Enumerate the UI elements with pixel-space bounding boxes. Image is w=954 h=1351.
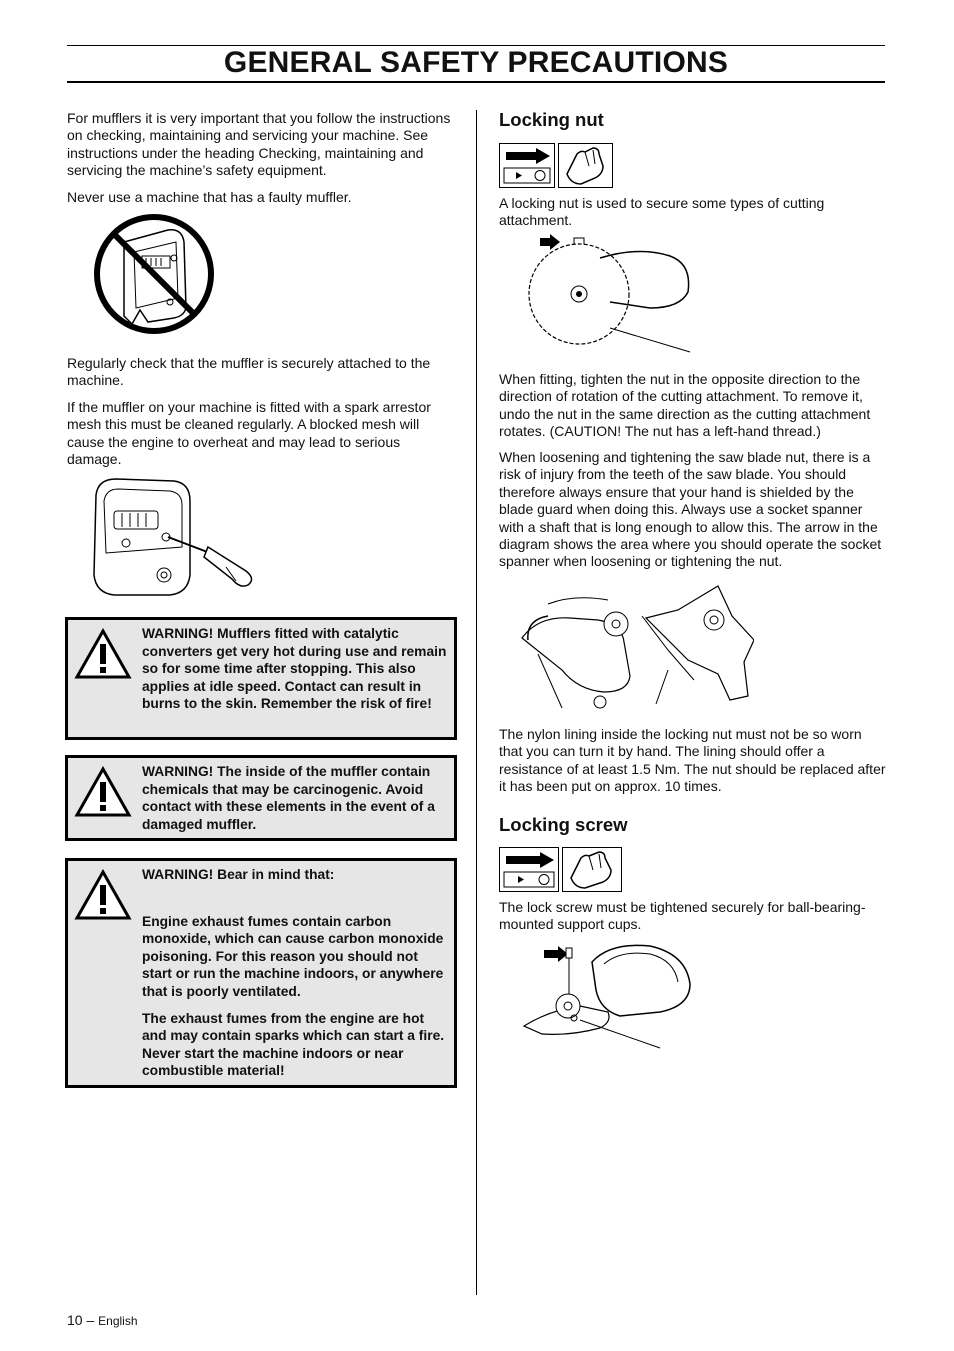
warning-box-chemicals [65, 755, 457, 841]
warning-exhaust-fire: The exhaust fumes from the engine are hot and may contain sparks which can start a fire. Never start the machine indoors or near combustible material! [142, 1010, 445, 1079]
muffler-attached-paragraph: Regularly check that the muffler is securely attached to the machine. [67, 355, 431, 389]
page-title: GENERAL SAFETY PRECAUTIONS [223, 46, 729, 79]
page-footer [67, 1312, 138, 1328]
tool-direction-icon-box [499, 143, 555, 188]
damaged-muffler-prohibited-illustration [88, 212, 220, 338]
locking-nut-saw-blade-illustration [520, 232, 692, 354]
warning-text-exhaust [142, 866, 448, 1080]
faulty-muffler-paragraph: Never use a machine that has a faulty muffler. [67, 189, 352, 205]
spark-arrestor-paragraph: If the muffler on your machine is fitted with a spark arrestor mesh this must be cleaned regularly. A blocked mesh will cause the engine to overheat and may lead to serious damage. [67, 399, 431, 468]
warning-exhaust-carbon-monoxide: Engine exhaust fumes contain carbon monoxide, which can cause carbon monoxide poisoning. For this reason you should not start or run the machine indoors, or anywhere that is poorly ventilated. [142, 913, 444, 999]
fitting-direction-paragraph: When fitting, tighten the nut in the opposite direction to the direction of rotation of the cutting attachment. To remove it, undo the nut in the same direction as the cutting attachment rotates. (CAUTION! The nut has a left-hand thread.) [499, 371, 871, 440]
heading-locking-nut: Locking nut [499, 109, 604, 130]
warning-box-exhaust [65, 858, 457, 1088]
saw-blade-nut-safety-paragraph: When loosening and tightening the saw blade nut, there is a risk of injury from the teeth of the saw blade. You should therefore always ensure that your hand is shielded by the blade guard when doing this. Always use a socket spanner with a shaft that is long enough to allow this. The arrow in the diagram shows the area where you should operate the socket spanner when loosening or tightening the nut. [499, 449, 882, 570]
page-number: 10 – [67, 1312, 95, 1328]
arrow-right-icon [500, 144, 554, 187]
tool-direction-icon-box-2 [499, 847, 559, 892]
glove-icon-box-2 [562, 847, 622, 892]
lock-screw-paragraph: The lock screw must be tightened securely for ball-bearing-mounted support cups. [499, 899, 866, 933]
warning-text-chemicals: WARNING! The inside of the muffler contain chemicals that may be carcinogenic. Avoid contact with these elements in the event of a damaged muffler. [142, 764, 435, 832]
column-divider [476, 110, 477, 1295]
warning-triangle-icon [74, 869, 132, 921]
warning-exhaust-intro: WARNING! Bear in mind that: [142, 867, 335, 882]
header-rule-bottom [67, 81, 885, 83]
warning-triangle-icon [74, 766, 132, 818]
locking-screw-support-cup-illustration [520, 940, 692, 1050]
footer-language: English [98, 1314, 138, 1328]
heading-locking-screw: Locking screw [499, 814, 628, 835]
arrow-right-icon [500, 848, 558, 891]
socket-spanner-illustration [518, 580, 754, 710]
warning-triangle-icon [74, 628, 132, 680]
glove-icon-box [558, 143, 613, 188]
warning-box-catalytic [65, 617, 457, 740]
glove-icon [559, 144, 612, 187]
locking-nut-purpose-paragraph: A locking nut is used to secure some types of cutting attachment. [499, 195, 825, 229]
muffler-cleaning-illustration [86, 475, 260, 601]
glove-icon [563, 848, 621, 891]
nylon-lining-paragraph: The nylon lining inside the locking nut must not be so worn that you can turn it by hand. The lining should offer a resistance of at least 1.5 Nm. The nut should be replaced after it has been put on approx. 10 times. [499, 726, 886, 795]
warning-text-catalytic: WARNING! Mufflers fitted with catalytic converters get very hot during use and remain so for some time after stopping. This also applies at idle speed. Contact can result in burns to the skin. Remember the risk of fire! [142, 626, 447, 712]
muffler-intro-paragraph: For mufflers it is very important that you follow the instructions on checking, maintaining and servicing your machine. See instructions under the heading Checking, maintaining and servicing the machine’s safety equipment. [67, 110, 451, 179]
